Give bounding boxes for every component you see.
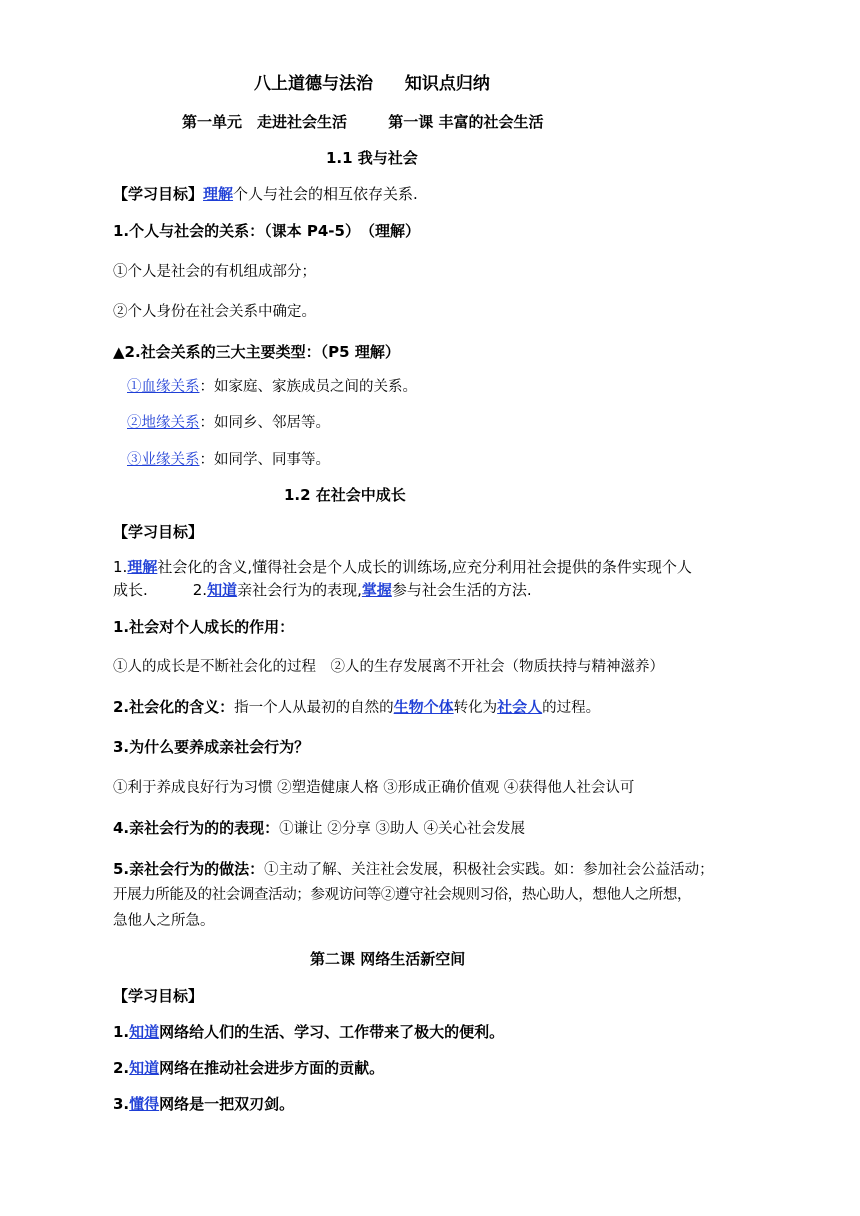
point-5-text-1: ①主动了解、关注社会发展，积极社会实践。如：参加社会公益活动； (264, 862, 714, 878)
section-1-2-goal-line-2 (113, 579, 532, 601)
point-4-text: ①谦让 ②分享 ③助人 ④关心社会发展 (279, 821, 525, 837)
lesson1-title: 第一课 丰富的社会生活 (388, 113, 544, 131)
point-2 (113, 696, 600, 719)
goal-text-4: 参与社会生活的方法. (391, 581, 532, 599)
relation-work (127, 449, 330, 471)
goal-1-text: 网络给人们的生活、学习、工作带来了极大的便利。 (159, 1023, 505, 1041)
section-1-1-goal (113, 183, 418, 205)
question-2-title: ▲2.社会关系的三大主要类型：（P5 理解） (113, 343, 400, 361)
keyword-biological-individual: 生物个体 (393, 698, 454, 716)
relation-blood-keyword: ①血缘关系 (127, 379, 200, 395)
point-5-label: 5.亲社会行为的做法： (113, 860, 265, 878)
point-4-label: 4.亲社会行为的的表现： (113, 819, 280, 837)
document-title (254, 73, 490, 95)
goal-3-text: 网络是一把双刃剑。 (159, 1095, 295, 1113)
section-1-2-goal-line-1 (113, 556, 692, 578)
point-3-text: ①利于养成良好行为习惯 ②塑造健康人格 ③形成正确价值观 ④获得他人社会认可 (113, 780, 635, 796)
relation-blood (127, 376, 417, 398)
goal-keyword-master: 掌握 (361, 581, 392, 599)
point-3-title: 3.为什么要养成亲社会行为？ (113, 738, 310, 756)
goal-1-number: 1. (113, 1023, 130, 1041)
goal-3-number: 3. (113, 1095, 130, 1113)
goal-text: 个人与社会的相互依存关系. (233, 185, 418, 203)
relation-work-text: ：如同学、同事等。 (199, 452, 330, 468)
question-1-answer-1: ①个人是社会的有机组成部分； (113, 264, 316, 280)
relation-geo-text: ：如同乡、邻居等。 (199, 415, 330, 431)
goal-keyword: 理解 (203, 185, 234, 203)
section-1-2-title: 1.2 在社会中成长 (284, 486, 406, 504)
relation-work-keyword: ③业缘关系 (127, 452, 200, 468)
point-2-text-1: 指一个人从最初的自然的 (234, 700, 394, 716)
goal-3-keyword: 懂得 (129, 1095, 160, 1113)
goal-text-3: 亲社会行为的表现, (237, 581, 362, 599)
title-subject: 八上道德与法治 (254, 74, 373, 94)
goal-text-2: 成长. 2. (113, 581, 208, 599)
lesson-2-goal-3 (113, 1093, 294, 1115)
title-topic: 知识点归纳 (404, 74, 490, 94)
goal-text-1: 社会化的含义,懂得社会是个人成长的训练场,应充分利用社会提供的条件实现个人 (157, 558, 692, 576)
goal-2-keyword: 知道 (129, 1059, 160, 1077)
lesson-2-title: 第二课 网络生活新空间 (310, 950, 466, 968)
section-1-1-title: 1.1 我与社会 (326, 149, 418, 167)
point-1-title: 1.社会对个人成长的作用： (113, 618, 295, 636)
goal-1-keyword: 知道 (129, 1023, 160, 1041)
goal-2-number: 2. (113, 1059, 130, 1077)
goal-keyword-know: 知道 (207, 581, 238, 599)
unit-title: 第一单元 走进社会生活 (182, 113, 348, 131)
relation-blood-text: ：如家庭、家族成员之间的关系。 (199, 379, 417, 395)
lesson-2-goal-1 (113, 1021, 504, 1043)
question-1-title: 1.个人与社会的关系：（课本 P4-5） （理解） (113, 222, 420, 240)
goal-label: 【学习目标】 (113, 185, 204, 203)
keyword-social-person: 社会人 (497, 698, 543, 716)
point-4 (113, 817, 525, 840)
lesson-2-goal-label: 【学习目标】 (113, 987, 204, 1005)
relation-geo-keyword: ②地缘关系 (127, 415, 200, 431)
unit-heading (182, 111, 543, 133)
point-2-text-2: 转化为 (453, 700, 498, 716)
goal-keyword-understand: 理解 (127, 558, 158, 576)
point-1-text: ①人的成长是不断社会化的过程 ②人的生存发展离不开社会（物质扶持与精神滋养） (113, 659, 664, 675)
question-1-answer-2: ②个人身份在社会关系中确定。 (113, 304, 316, 320)
relation-geo (127, 412, 330, 434)
goal-number: 1. (113, 558, 128, 576)
lesson-2-goal-2 (113, 1057, 384, 1079)
point-2-text-3: 的过程。 (542, 700, 601, 716)
point-5-line-3: 急他人之所急。 (113, 913, 215, 929)
section-1-2-goal-label: 【学习目标】 (113, 523, 204, 541)
point-2-label: 2.社会化的含义： (113, 698, 235, 716)
goal-2-text: 网络在推动社会进步方面的贡献。 (159, 1059, 385, 1077)
point-5-line-2: 开展力所能及的社会调查活动；参观访问等②遵守社会规则习俗，热心助人，想他人之所想， (113, 887, 692, 903)
point-5-line-1 (113, 858, 714, 881)
